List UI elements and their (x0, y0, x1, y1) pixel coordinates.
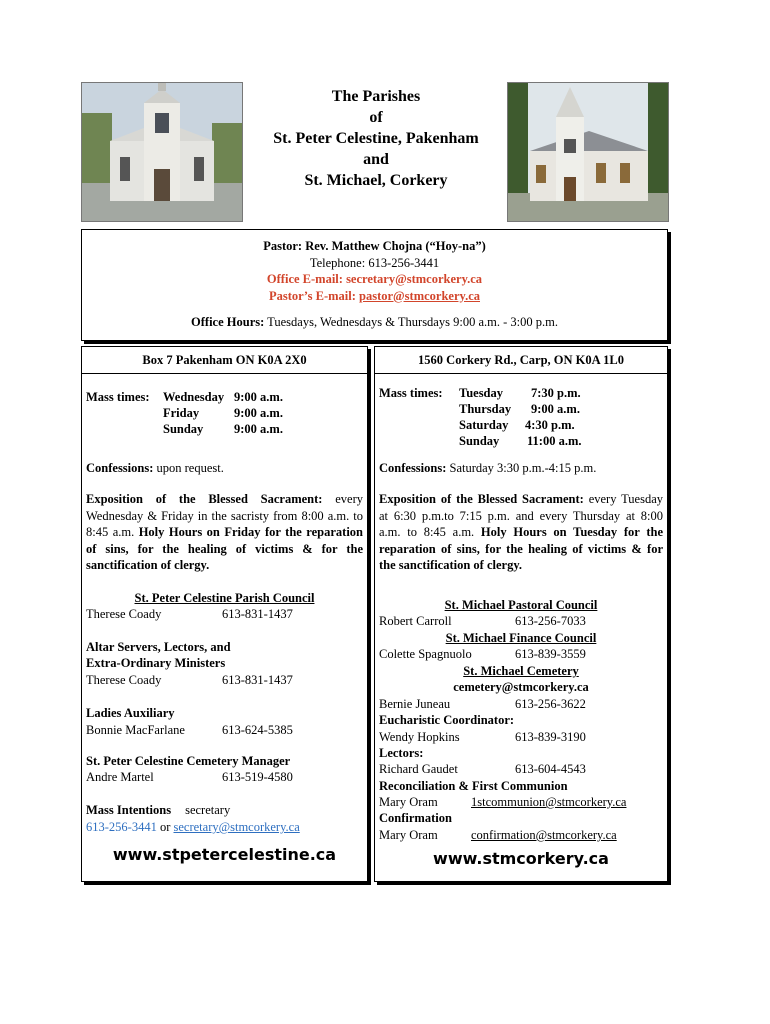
left-mass-label: Mass times: (86, 390, 150, 404)
left-cemetery-manager-title: St. Peter Celestine Cemetery Manager (86, 754, 291, 768)
left-exposition (86, 491, 363, 574)
mass-intentions-phone-link[interactable]: 613-256-3441 (86, 820, 157, 834)
right-mass-time-4: 11:00 a.m. (527, 434, 582, 448)
altar-servers-title-1: Altar Servers, Lectors, and (86, 640, 231, 654)
title-line-1: The Parishes (331, 88, 421, 105)
right-cemetery-title: St. Michael Cemetery (463, 664, 579, 678)
lectors-name: Richard Gaudet (379, 762, 458, 776)
left-parish-council-title: St. Peter Celestine Parish Council (134, 591, 315, 605)
mass-intentions-label: Mass Intentions (86, 803, 172, 817)
st-peter-celestine-column (81, 346, 368, 882)
confirmation-label: Confirmation (379, 811, 452, 825)
pastoral-council-phone: 613-256-7033 (515, 614, 586, 628)
right-exposition-bold: Holy Hours on Tuesday for the reparation of sins, for the healing of victims & for the sanctification of clergy. (379, 525, 663, 572)
parishes-title (240, 86, 512, 191)
confirmation-name: Mary Oram (379, 828, 438, 842)
right-exposition (379, 491, 663, 574)
left-exposition-text: every Wednesday & Friday in the sacristy from 8:00 a.m. to 8:45 a.m. (86, 492, 363, 539)
office-email-link[interactable]: secretary@stmcorkery.ca (346, 272, 483, 286)
mass-intentions-line (86, 802, 230, 819)
title-line-3: St. Peter Celestine, Pakenham (273, 130, 479, 147)
st-michael-church-photo (507, 82, 669, 222)
pastor-name: Pastor: Rev. Matthew Chojna (“Hoy-na”) (263, 239, 486, 253)
left-mass-day-3: Sunday (163, 422, 204, 436)
title-line-5: St. Michael, Corkery (304, 172, 448, 189)
ladies-auxiliary-name: Bonnie MacFarlane (86, 723, 185, 737)
right-website-link[interactable]: www.stmcorkery.ca (433, 849, 609, 868)
left-council-phone: 613-831-1437 (222, 607, 293, 621)
left-exposition-label: Exposition of the Blessed Sacrament: (86, 492, 323, 506)
left-cemetery-manager-phone: 613-519-4580 (222, 770, 293, 784)
left-confessions-value: upon request. (153, 461, 224, 475)
office-hours-value: Tuesdays, Wednesdays & Thursdays 9:00 a.m. - 3:00 p.m. (264, 315, 558, 329)
left-mass-time-2: 9:00 a.m. (234, 406, 283, 420)
lectors-phone: 613-604-4543 (515, 762, 586, 776)
left-mass-time-3: 9:00 a.m. (234, 422, 283, 436)
right-confessions-value: Saturday 3:30 p.m.-4:15 p.m. (446, 461, 597, 475)
pastor-email-link[interactable]: pastor@stmcorkery.ca (359, 288, 480, 303)
pastor-email-line (82, 288, 667, 305)
right-confessions-label: Confessions: (379, 461, 447, 475)
pastoral-council-name: Robert Carroll (379, 614, 452, 628)
eucharistic-coordinator-label: Eucharistic Coordinator: (379, 713, 515, 727)
right-mass-day-1: Tuesday (459, 386, 504, 400)
title-line-4: and (363, 151, 389, 168)
finance-council-name: Colette Spagnuolo (379, 647, 472, 661)
eucharistic-coordinator-phone: 613-839-3190 (515, 730, 586, 744)
left-confessions (86, 460, 224, 477)
altar-servers-phone: 613-831-1437 (222, 673, 293, 687)
office-hours (82, 314, 667, 331)
ladies-auxiliary-phone: 613-624-5385 (222, 723, 293, 737)
right-cemetery-phone: 613-256-3622 (515, 697, 586, 711)
confirmation-email-link[interactable]: confirmation@stmcorkery.ca (471, 828, 617, 842)
altar-servers-title-2: Extra-Ordinary Ministers (86, 656, 226, 670)
reconciliation-email-link[interactable]: 1stcommunion@stmcorkery.ca (471, 795, 627, 809)
pastor-info-box (81, 229, 668, 341)
altar-servers-name: Therese Coady (86, 673, 162, 687)
left-mass-time-1: 9:00 a.m. (234, 390, 283, 404)
right-mass-time-2: 9:00 a.m. (531, 402, 580, 416)
mass-intentions-or: or (156, 820, 174, 834)
eucharistic-coordinator-name: Wendy Hopkins (379, 730, 460, 744)
right-cemetery-name: Bernie Juneau (379, 697, 451, 711)
mass-intentions-email-link[interactable]: secretary@stmcorkery.ca (173, 820, 300, 834)
office-email-line (82, 271, 667, 288)
left-address: Box 7 Pakenham ON K0A 2X0 (82, 347, 367, 374)
st-peter-celestine-church-photo (81, 82, 243, 222)
left-exposition-bold: Holy Hours on Friday for the reparation of sins, for the healing of victims & for the sanctification of clergy. (86, 525, 363, 572)
right-mass-label: Mass times: (379, 386, 443, 400)
left-mass-day-2: Friday (163, 406, 200, 420)
office-hours-label: Office Hours: (191, 315, 265, 329)
right-mass-time-3: 4:30 p.m. (525, 418, 575, 432)
lectors-label: Lectors: (379, 746, 424, 760)
finance-council-phone: 613-839-3559 (515, 647, 586, 661)
right-cemetery-email[interactable]: cemetery@stmcorkery.ca (453, 680, 589, 694)
right-exposition-label: Exposition of the Blessed Sacrament: (379, 492, 584, 506)
right-mass-time-1: 7:30 p.m. (531, 386, 581, 400)
mass-intentions-contact (86, 819, 300, 836)
mass-intentions-value: secretary (185, 803, 231, 817)
pastoral-council-title: St. Michael Pastoral Council (444, 598, 598, 612)
office-email-label: Office E-mail: (266, 272, 347, 286)
title-line-2: of (369, 109, 383, 126)
st-michael-column (374, 346, 668, 882)
right-mass-day-4: Sunday (459, 434, 500, 448)
reconciliation-label: Reconciliation & First Communion (379, 779, 568, 793)
finance-council-title: St. Michael Finance Council (445, 631, 597, 645)
right-confessions (379, 460, 596, 477)
left-council-name: Therese Coady (86, 607, 162, 621)
left-mass-day-1: Wednesday (163, 390, 225, 404)
left-cemetery-manager-name: Andre Martel (86, 770, 154, 784)
reconciliation-name: Mary Oram (379, 795, 438, 809)
left-website-link[interactable]: www.stpetercelestine.ca (112, 845, 337, 864)
left-confessions-label: Confessions: (86, 461, 154, 475)
ladies-auxiliary-title: Ladies Auxiliary (86, 706, 175, 720)
right-mass-day-3: Saturday (459, 418, 509, 432)
right-exposition-text: every Tuesday at 6:30 p.m.to 7:15 p.m. and every Thursday at 8:00 a.m. to 8:45 a.m. (379, 492, 663, 539)
right-mass-day-2: Thursday (459, 402, 512, 416)
pastor-email-label: Pastor’s E-mail: (268, 288, 360, 303)
pastor-telephone: Telephone: 613-256-3441 (309, 255, 440, 270)
right-address: 1560 Corkery Rd., Carp, ON K0A 1L0 (375, 347, 667, 374)
